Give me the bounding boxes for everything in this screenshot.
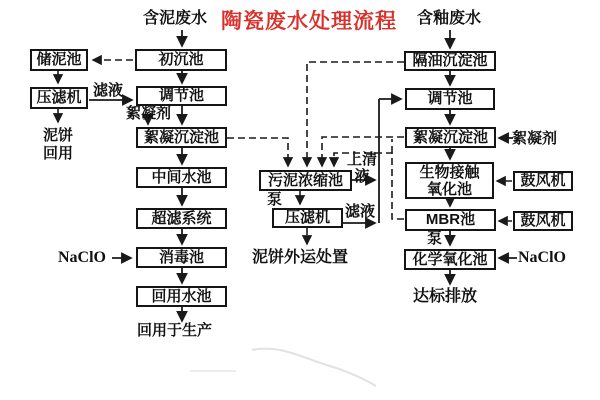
node-ultrafiltration-system: 超滤系统 [136, 208, 227, 229]
node-blower-top: 鼓风机 [513, 171, 573, 191]
label-supernatant [344, 151, 380, 185]
label-coagulant-left: 絮凝剂 [126, 105, 172, 122]
node-disinfection-tank: 消毒池 [136, 247, 227, 268]
node-sludge-thickening-tank: 污泥浓缩池 [259, 170, 352, 191]
node-chemical-oxidation-tank: 化学氧化池 [404, 249, 496, 270]
node-label-line2: 氧化池 [426, 180, 472, 198]
node-label-line1: 生物接触 [419, 163, 480, 181]
label-line2: 液 [354, 168, 370, 185]
label-line1: 上清 [346, 151, 377, 168]
label-pump-mid: 泵 [267, 191, 283, 208]
node-equalization-tank-left: 调节池 [136, 86, 227, 106]
node-coagulation-sedimentation-tank-right: 絮凝沉淀池 [405, 127, 496, 148]
node-biological-contact-oxidation-tank [405, 162, 494, 199]
label-filtrate-mid: 滤液 [345, 203, 376, 220]
label-sludge-cake-reuse [37, 127, 79, 163]
node-filter-press-left: 压滤机 [30, 87, 88, 109]
node-oil-separation-sedimentation-tank: 隔油沉淀池 [404, 51, 496, 71]
label-sludge-cake-offsite-disposal: 泥饼外运处置 [252, 249, 349, 266]
label-naclo-left: NaClO [58, 249, 106, 266]
node-mbr-tank: MBR池 [405, 209, 496, 231]
node-coagulation-sedimentation-tank-left: 絮凝沉淀池 [136, 127, 227, 148]
label-discharge-up-to-standard: 达标排放 [413, 288, 478, 305]
label-coagulant-right: 絮凝剂 [512, 130, 558, 147]
node-blower-bottom: 鼓风机 [513, 211, 573, 231]
inlet-label-glaze-wastewater: 含釉废水 [417, 10, 482, 27]
label-naclo-right: NaClO [518, 249, 566, 266]
node-intermediate-water-tank: 中间水池 [136, 167, 227, 188]
label-filtrate-left: 滤液 [93, 82, 124, 99]
label-pump-right: 泵 [427, 230, 443, 247]
node-filter-press-mid: 压滤机 [272, 208, 343, 228]
label-line2: 回用 [42, 145, 73, 162]
label-line1: 泥饼 [42, 127, 73, 144]
arrow-xuningL-nongsuo [227, 138, 288, 166]
diagram-title: 陶瓷废水处理流程 [221, 10, 397, 33]
node-reuse-water-tank: 回用水池 [136, 286, 227, 307]
inlet-label-muddy-wastewater: 含泥废水 [143, 10, 208, 27]
label-reuse-for-production: 回用于生产 [137, 322, 213, 339]
watermark-squiggle [252, 349, 376, 386]
node-equalization-tank-right: 调节池 [405, 88, 495, 110]
node-sludge-storage-tank: 储泥池 [30, 49, 88, 71]
node-primary-sedimentation-tank: 初沉池 [135, 49, 227, 71]
